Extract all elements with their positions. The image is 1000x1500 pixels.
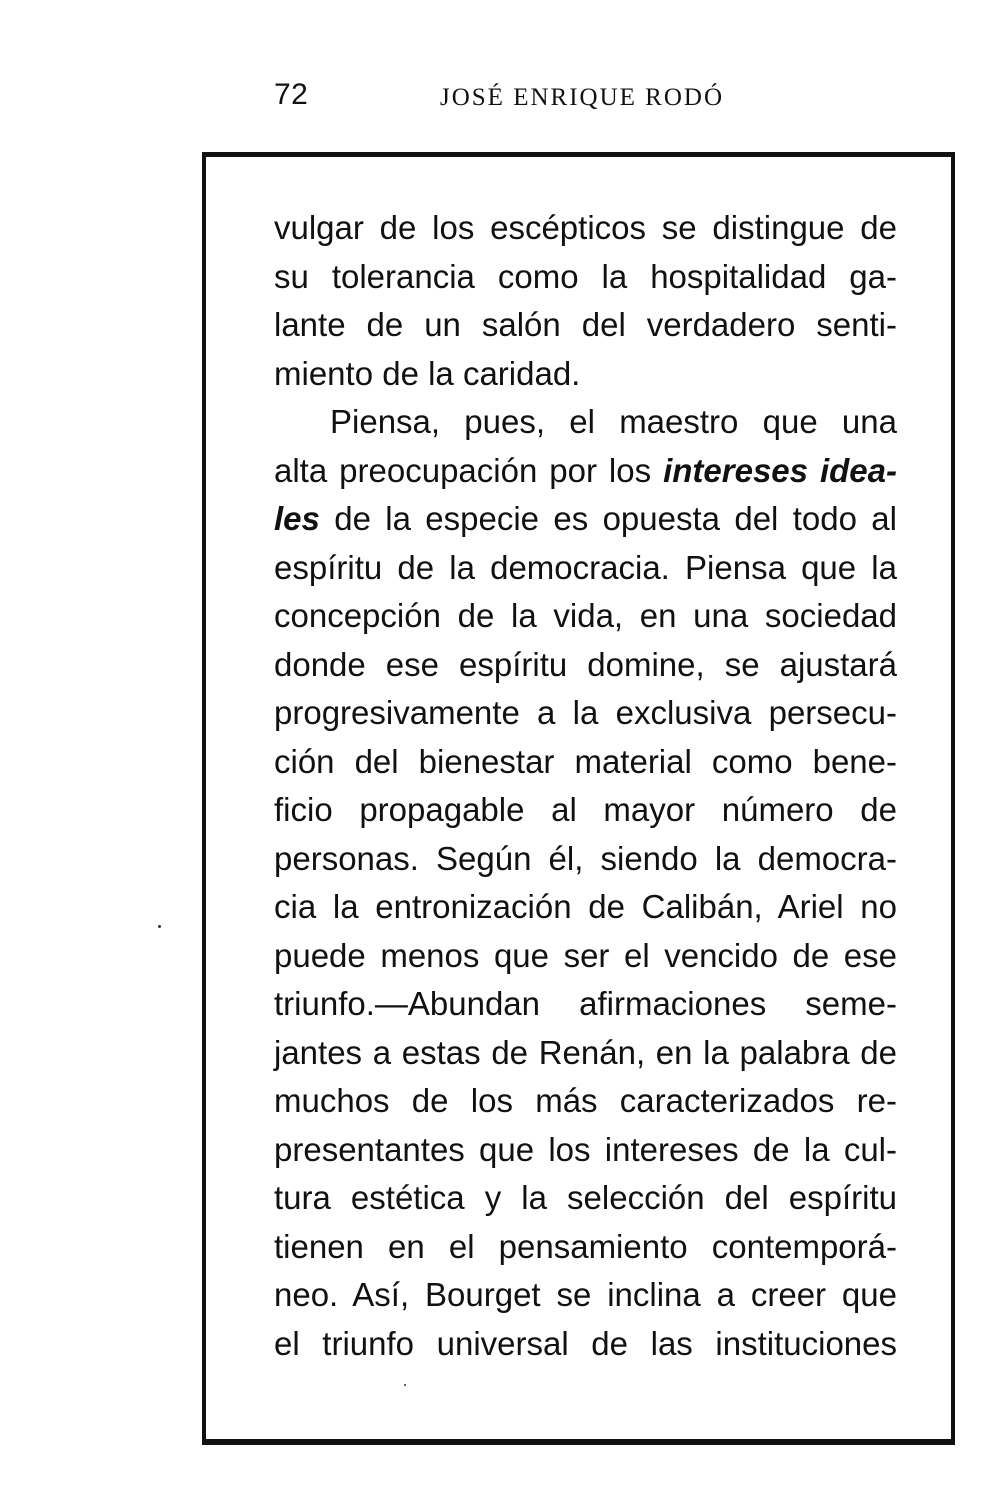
text-line: donde ese espíritu domine, se ajustará <box>274 645 897 683</box>
text-line: cia la entronización de Calibán, Ariel no <box>274 888 897 925</box>
text-line: miento de la caridad. <box>274 354 581 392</box>
text-line: ción del bienestar material como bene- <box>274 742 897 780</box>
text-line: tura estética y la selección del espíritu <box>274 1179 897 1216</box>
scan-speck <box>404 1384 406 1386</box>
text-line: ficio propagable al mayor número de <box>274 791 897 828</box>
text-line: lante de un salón del verdadero senti- <box>274 306 897 343</box>
text-line: presentantes que los intereses de la cul- <box>274 1130 897 1168</box>
text-line <box>274 447 897 496</box>
text-line: personas. Según él, siendo la democra- <box>274 839 897 877</box>
page-header <box>0 78 1000 118</box>
running-head: JOSÉ ENRIQUE RODÓ <box>440 84 724 111</box>
text-line: vulgar de los escépticos se distingue de <box>274 209 897 246</box>
text-line: su tolerancia como la hospitalidad ga- <box>274 257 897 295</box>
scan-speck <box>158 925 161 928</box>
text-fragment: alta preocupación por los <box>274 451 652 489</box>
text-line: el triunfo universal de las instituciones <box>274 1324 897 1362</box>
text-fragment: de la especie es opuesta del todo al <box>334 500 897 537</box>
italic-emphasis: intereses idea- <box>663 451 897 489</box>
text-line: jantes a estas de Renán, en la palabra de <box>274 1033 897 1071</box>
text-line: puede menos que ser el vencido de ese <box>274 936 897 974</box>
text-line: triunfo.—Abundan afirmaciones seme- <box>274 985 897 1022</box>
page-number: 72 <box>274 78 309 111</box>
body-text <box>274 204 897 1368</box>
text-line: concepción de la vida, en una sociedad <box>274 597 897 634</box>
text-line: progresivamente a la exclusiva persecu- <box>274 694 897 731</box>
italic-emphasis: les <box>274 500 320 537</box>
text-line: muchos de los más caracterizados re- <box>274 1082 897 1119</box>
text-line: espíritu de la democracia. Piensa que la <box>274 548 897 586</box>
text-line: tienen en el pensamiento contemporá- <box>274 1227 897 1265</box>
text-line: neo. Así, Bourget se inclina a creer que <box>274 1276 897 1313</box>
text-line-paragraph-start: Piensa, pues, el maestro que una <box>330 403 897 440</box>
text-line <box>274 495 897 544</box>
